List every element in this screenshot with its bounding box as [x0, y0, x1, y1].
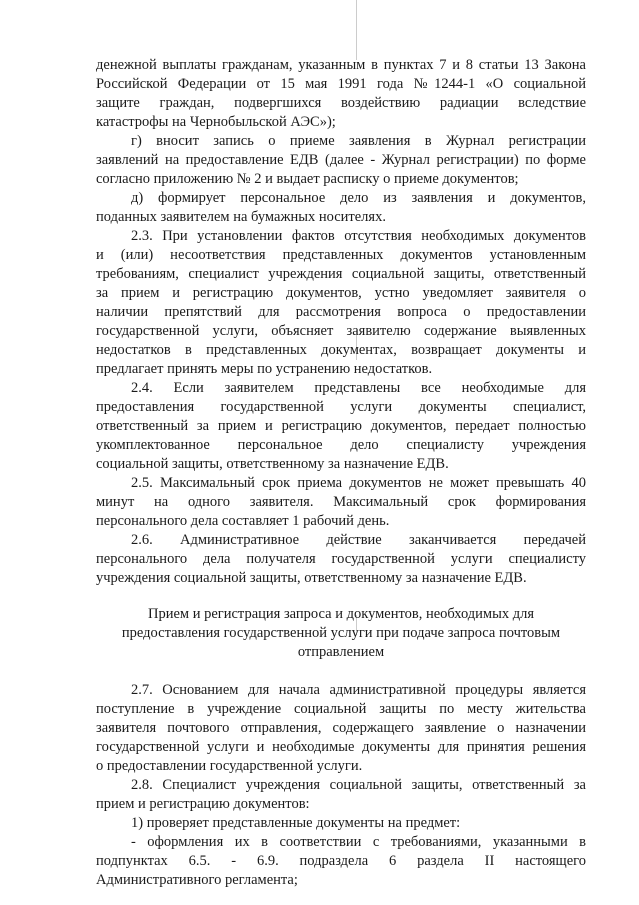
text-line: минут на одного заявителя. Максимальный срок формирования — [96, 494, 586, 510]
text-line: заявителя почтового отправления, содержащего заявление о назначении — [96, 720, 586, 736]
text-line: социальной защиты, ответственному за назначение ЕДВ. — [96, 456, 449, 472]
text-line: д) формирует персональное дело из заявления и документов, — [131, 190, 586, 206]
text-line: укомплектованное персональное дело специалисту учреждения — [96, 437, 586, 453]
section-heading: отправлением — [297, 644, 385, 660]
section-heading: предоставления государственной услуги при подаче запроса почтовым — [121, 625, 561, 641]
text-line: подпунктах 6.5. - 6.9. подраздела 6 раздела II настоящего — [96, 853, 586, 869]
text-line: предлагает принять меры по устранению недостатков. — [96, 361, 433, 377]
text-line: г) вносит запись о приеме заявления в Журнал регистрации — [131, 133, 586, 149]
text-line: ответственный за прием и регистрацию документов, передает полностью — [96, 418, 586, 434]
text-line: 2.5. Максимальный срок приема документов не может превышать 40 — [131, 475, 586, 491]
text-line: 2.8. Специалист учреждения социальной защиты, ответственный за — [131, 777, 586, 793]
text-line: - оформления их в соответствии с требованиями, указанными в — [131, 834, 586, 850]
text-line: недостатков в представленных документах, возвращает документы и — [96, 342, 586, 358]
text-line: поступление в учреждение социальной защиты по месту жительства — [96, 701, 586, 717]
text-line: о предоставлении государственной услуги. — [96, 758, 363, 774]
text-line: и (или) несоответствия представленных документов установленным — [96, 247, 586, 263]
text-line: 2.4. Если заявителем представлены все необходимые для — [131, 380, 586, 396]
text-line: государственной услуги, объясняет заявителю содержание выявленных — [96, 323, 586, 339]
text-line: денежной выплаты гражданам, указанным в пунктах 7 и 8 статьи 13 Закона — [96, 57, 586, 73]
text-line: учреждения социальной защиты, ответственному за назначение ЕДВ. — [96, 570, 527, 586]
section-heading: Прием и регистрация запроса и документов, необходимых для — [148, 606, 534, 622]
text-line: прием и регистрацию документов: — [96, 796, 310, 812]
text-line: 2.3. При установлении фактов отсутствия необходимых документов — [131, 228, 586, 244]
text-line: согласно приложению № 2 и выдает расписку о приеме документов; — [96, 171, 519, 187]
text-line: предоставления государственной услуги документы специалист, — [96, 399, 586, 415]
text-line: персонального дела получателя государственной услуги специалисту — [96, 551, 586, 567]
text-line: за прием и регистрацию документов, устно уведомляет заявителя о — [96, 285, 586, 301]
text-line: наличии препятствий для рассмотрения вопроса о предоставлении — [96, 304, 586, 320]
text-line: персонального дела составляет 1 рабочий день. — [96, 513, 390, 529]
scan-artifact-line — [356, 0, 357, 60]
text-line: 2.7. Основанием для начала административной процедуры является — [131, 682, 586, 698]
text-line: 1) проверяет представленные документы на предмет: — [131, 815, 461, 831]
text-line: катастрофы на Чернобыльской АЭС»); — [96, 114, 336, 130]
text-line: Административного регламента; — [96, 872, 298, 888]
text-line: заявлений на предоставление ЕДВ (далее - Журнал регистрации) по форме — [96, 152, 586, 168]
text-line: 2.6. Административное действие заканчивается передачей — [131, 532, 586, 548]
text-line: защите граждан, подвергшихся воздействию радиации вследствие — [96, 95, 586, 111]
text-line: поданных заявителем на бумажных носителях. — [96, 209, 386, 225]
text-line: Российской Федерации от 15 мая 1991 года №1244-1 «О социальной — [96, 76, 586, 92]
text-line: требованиям, специалист учреждения социальной защиты, ответственный — [96, 266, 586, 282]
text-line: государственной услуги и необходимые документы для принятия решения — [96, 739, 586, 755]
